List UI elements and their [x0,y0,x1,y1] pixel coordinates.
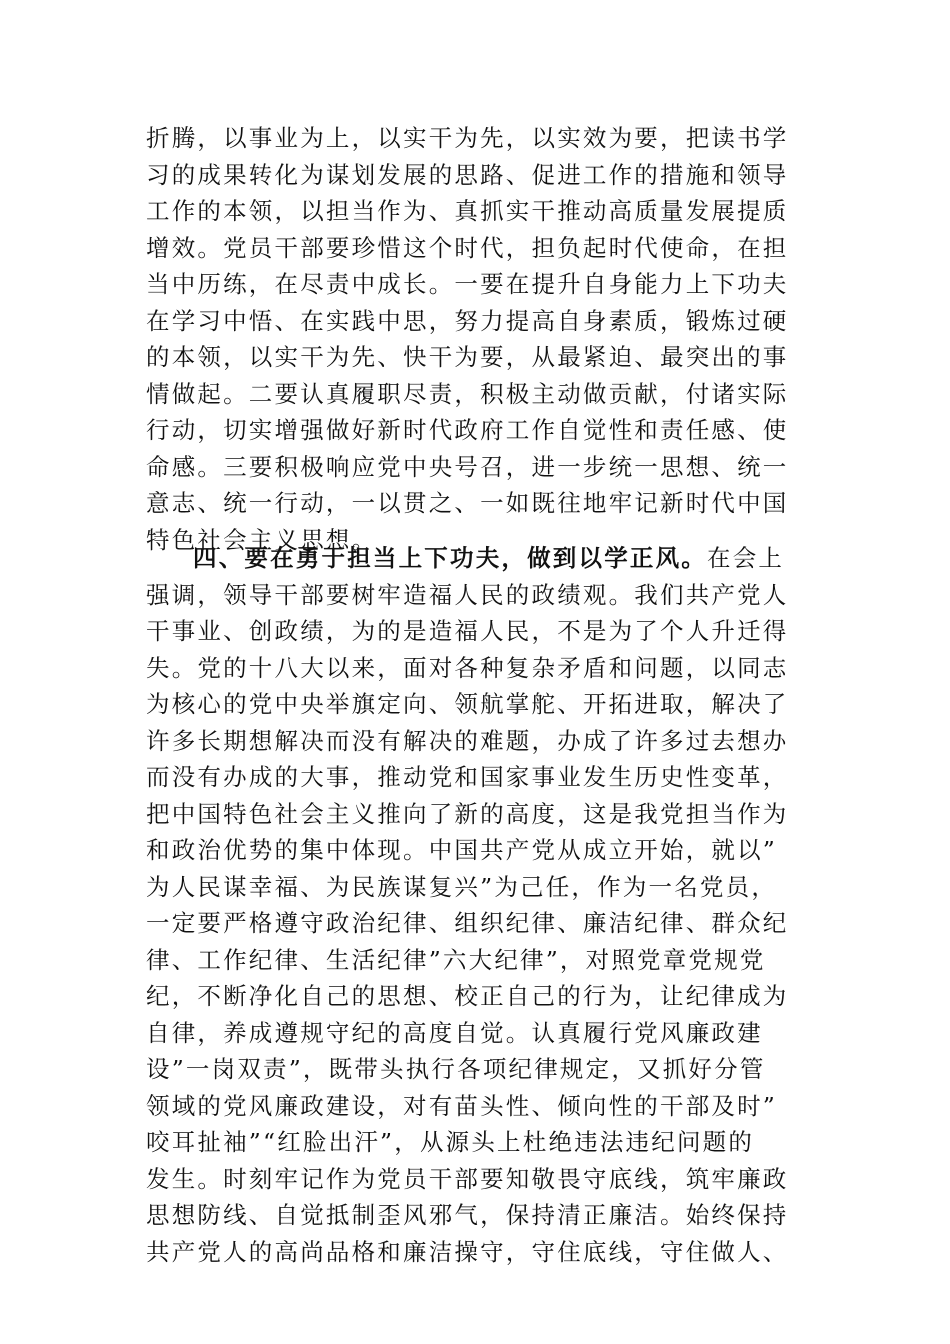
section-heading-line [146,540,808,577]
paragraph-line: 思想防线、自觉抵制歪风邪气，保持清正廉洁。始终保持 [146,1201,789,1229]
heading-line-rest: 在会上 [707,544,785,572]
paragraph-line: 而没有办成的大事，推动党和国家事业发生历史性变革， [146,763,789,791]
paragraph-line: 强调，领导干部要树牢造福人民的政绩观。我们共产党人 [146,580,789,609]
paragraph-line: 许多长期想解决而没有解决的难题，办成了许多过去想办 [146,726,789,755]
paragraph-line: 增效。党员干部要珍惜这个时代，担负起时代使命，在担 [146,233,789,262]
paragraph-line: 行动，切实增强做好新时代政府工作自觉性和责任感、使 [146,416,789,444]
paragraph-line: 咬耳扯袖”“红脸出汗”，从源头上杜绝违法违纪问题的 [146,1128,755,1156]
paragraph-line: 特色社会主义思想。 [146,525,378,554]
paragraph-line: 失。党的十八大以来，面对各种复杂矛盾和问题，以同志 [146,653,789,682]
paragraph-line: 当中历练，在尽责中成长。一要在提升自身能力上下功夫 [146,270,789,298]
paragraph-line: 的本领，以实干为先、快干为要，从最紧迫、最突出的事 [146,343,789,371]
paragraph-line: 和政治优势的集中体现。中国共产党从成立开始，就以” [146,836,778,864]
paragraph-line: 习的成果转化为谋划发展的思路、促进工作的措施和领导 [146,160,789,189]
paragraph-line: 把中国特色社会主义推向了新的高度，这是我党担当作为 [146,799,789,828]
paragraph-section-four [146,540,808,1270]
paragraph-line: 工作的本领，以担当作为、真抓实干推动高质量发展提质 [146,197,789,225]
paragraph-line: 情做起。二要认真履职尽责，积极主动做贡献，付诸实际 [146,379,789,408]
paragraph-line: 意志、统一行动，一以贯之、一如既往地牢记新时代中国 [146,489,789,517]
paragraph-line: 为人民谋幸福、为民族谋复兴”为己任，作为一名党员， [146,872,778,901]
paragraph-line: 发生。时刻牢记作为党员干部要知敬畏守底线，筑牢廉政 [146,1164,789,1193]
paragraph-line: 命感。三要积极响应党中央号召，进一步统一思想、统一 [146,452,789,481]
paragraph-line: 折腾，以事业为上，以实干为先，以实效为要，把读书学 [146,124,789,152]
paragraph-line: 在学习中悟、在实践中思，努力提高自身素质，锻炼过硬 [146,306,789,335]
paragraph-line: 一定要严格遵守政治纪律、组织纪律、廉洁纪律、群众纪 [146,909,789,937]
paragraph-line: 干事业、创政绩，为的是造福人民，不是为了个人升迁得 [146,617,789,645]
paragraph-continued [146,120,808,558]
paragraph-line: 为核心的党中央举旗定向、领航掌舵、开拓进取，解决了 [146,690,789,718]
paragraph-line: 纪，不断净化自己的思想、校正自己的行为，让纪律成为 [146,982,789,1010]
paragraph-line: 设”一岗双责”，既带头执行各项纪律规定，又抓好分管 [146,1055,766,1083]
paragraph-line: 自律，养成遵规守纪的高度自觉。认真履行党风廉政建 [146,1018,763,1047]
paragraph-line: 共产党人的高尚品格和廉洁操守，守住底线，守住做人、 [146,1237,789,1266]
paragraph-line: 律、工作纪律、生活纪律”六大纪律”，对照党章党规党 [146,945,766,974]
section-heading: 四、要在勇于担当上下功夫，做到以学正风。 [193,544,707,572]
paragraph-line: 领域的党风廉政建设，对有苗头性、倾向性的干部及时” [146,1091,778,1120]
